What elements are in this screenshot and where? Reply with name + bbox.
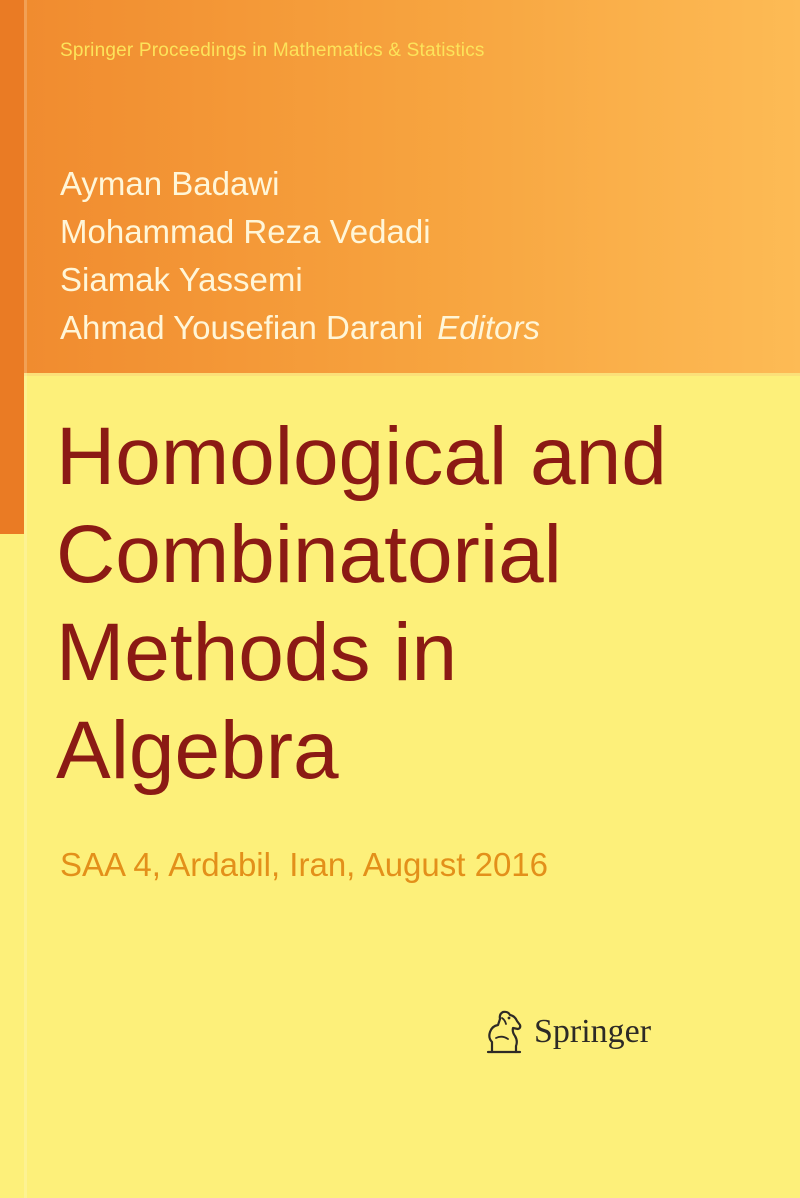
editors-list <box>60 160 540 352</box>
series-title: Springer Proceedings in Mathematics & Statistics <box>60 40 485 61</box>
publisher-name: Springer <box>534 1013 652 1050</box>
title-line: Homological and <box>56 411 667 502</box>
editor-name: Mohammad Reza Vedadi <box>60 213 431 250</box>
editor-name: Ahmad Yousefian Darani <box>60 309 424 346</box>
book-subtitle: SAA 4, Ardabil, Iran, August 2016 <box>60 846 549 883</box>
editor-name-last <box>60 304 540 352</box>
editor-name: Siamak Yassemi <box>60 261 303 298</box>
title-line: Algebra <box>56 705 339 796</box>
editor-name: Ayman Badawi <box>60 165 280 202</box>
springer-horse-icon <box>482 1008 526 1056</box>
title-line: Methods in <box>56 607 458 698</box>
publisher-logo <box>482 1004 651 1060</box>
book-title <box>56 408 776 800</box>
editors-role: Editors <box>437 309 540 346</box>
title-line: Combinatorial <box>56 509 562 600</box>
left-edge-line <box>24 0 27 1198</box>
band-divider <box>0 373 800 376</box>
left-edge-strip <box>0 0 24 534</box>
